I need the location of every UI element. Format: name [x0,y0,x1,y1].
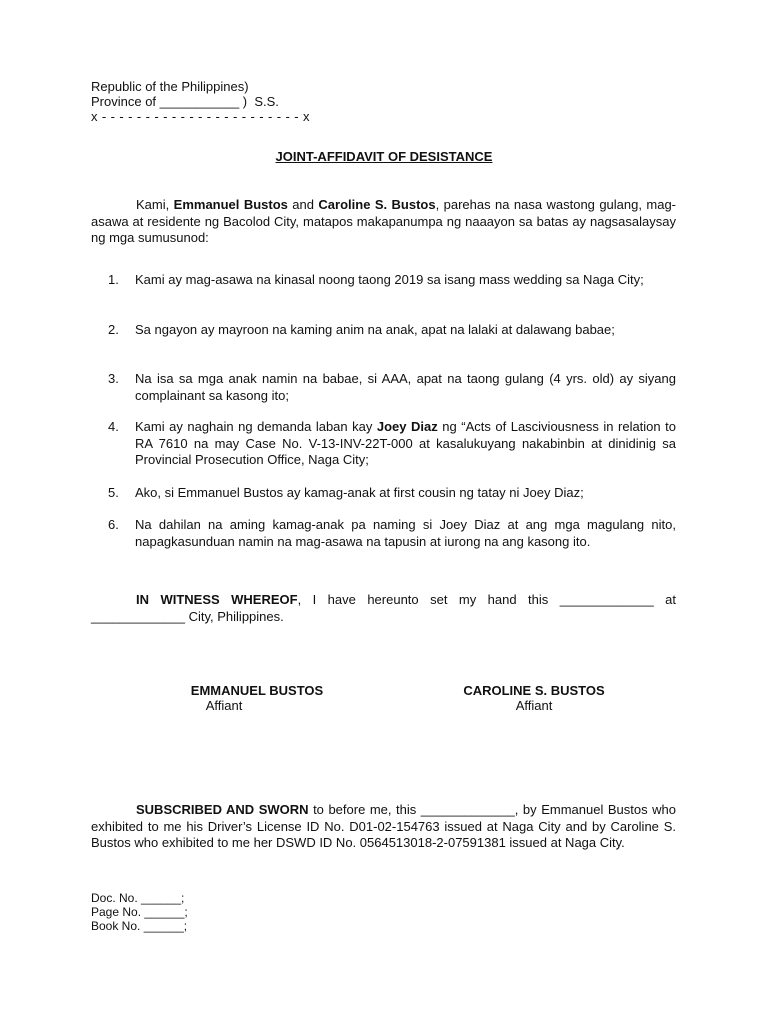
page-number: Page No. ______; [91,905,188,919]
item-text: Sa ngayon ay mayroon na kaming anim na anak, apat na lalaki at dalawang babae; [135,322,615,337]
item-number: 5. [108,485,119,500]
signatory-name: CAROLINE S. BUSTOS [463,683,605,698]
respondent-name: Joey Diaz [376,419,438,434]
venue-republic: Republic of the Philippines) [91,79,249,94]
item-number: 2. [108,322,119,337]
jurat-paragraph [91,802,676,852]
signatory-name: EMMANUEL BUSTOS [190,683,324,698]
item-number: 4. [108,419,119,434]
affiant-name-2: Caroline S. Bustos [318,197,436,212]
list-item [91,322,676,339]
intro-paragraph [91,197,676,247]
item-text [135,419,676,469]
venue-province: Province of ___________ ) S.S. [91,94,279,109]
jurat-heading: SUBSCRIBED AND SWORN [136,802,309,817]
witness-text: , I have hereunto set my hand this _____________ at _____________ City, Philippines. [91,592,676,624]
item-number: 1. [108,272,119,287]
intro-prefix: Kami, [136,197,174,212]
list-item [91,517,676,550]
item-text: Na isa sa mga anak namin na babae, si AAA, apat na taong gulang (4 yrs. old) ay siyang complainant sa kasong ito; [135,371,676,403]
item-number: 3. [108,371,119,386]
affiant-name-1: Emmanuel Bustos [173,197,288,212]
jurat-text: to before me, this _____________, by Emmanuel Bustos who exhibited to me his Driver’s License ID No. D01-02-154763 issued at Naga City and by Caroline S. Bustos who exhibited to me her DSWD ID No. 0564513018-2-07591381 issued at Naga City. [91,802,676,850]
item-number: 6. [108,517,119,532]
item-text: Na dahilan na aming kamag-anak pa naming si Joey Diaz at ang mga magulang nito, napagkasunduan namin na mag-asawa na tapusin at iurong na ang kasong ito. [135,517,676,549]
list-item [91,371,676,404]
signatory-role: Affiant [515,698,553,713]
list-item [91,485,676,502]
item-text-post: ng “Acts of Lasciviousness in relation to RA 7610 na may Case No. V-13-INV-22T-000 at kasalukuyang nakabinbin at dinidinig sa Provincial Prosecution Office, Naga City; [135,419,676,467]
list-item [91,272,676,289]
list-item [91,419,676,469]
document-title: JOINT-AFFIDAVIT OF DESISTANCE [275,149,493,164]
signatory-1 [137,683,377,713]
item-text-pre: Kami ay naghain ng demanda laban kay [135,419,377,434]
intro-and: and [287,197,319,212]
signatory-2 [414,683,654,713]
intro-rest: , parehas na nasa wastong gulang, mag-asawa at residente ng Bacolod City, matapos makapanumpa ng naaayon sa batas ay nagsasalaysay ng mga sumusunod: [91,197,677,245]
book-number: Book No. ______; [91,919,188,933]
item-text: Ako, si Emmanuel Bustos ay kamag-anak at first cousin ng tatay ni Joey Diaz; [135,485,584,500]
item-text: Kami ay mag-asawa na kinasal noong taong 2019 sa isang mass wedding sa Naga City; [135,272,644,287]
doc-number: Doc. No. ______; [91,891,185,905]
witness-clause [91,592,676,625]
venue-separator: x - - - - - - - - - - - - - - - - - - - - - - - x [91,109,310,124]
witness-heading: IN WITNESS WHEREOF [136,592,298,607]
signatory-role: Affiant [205,698,243,713]
